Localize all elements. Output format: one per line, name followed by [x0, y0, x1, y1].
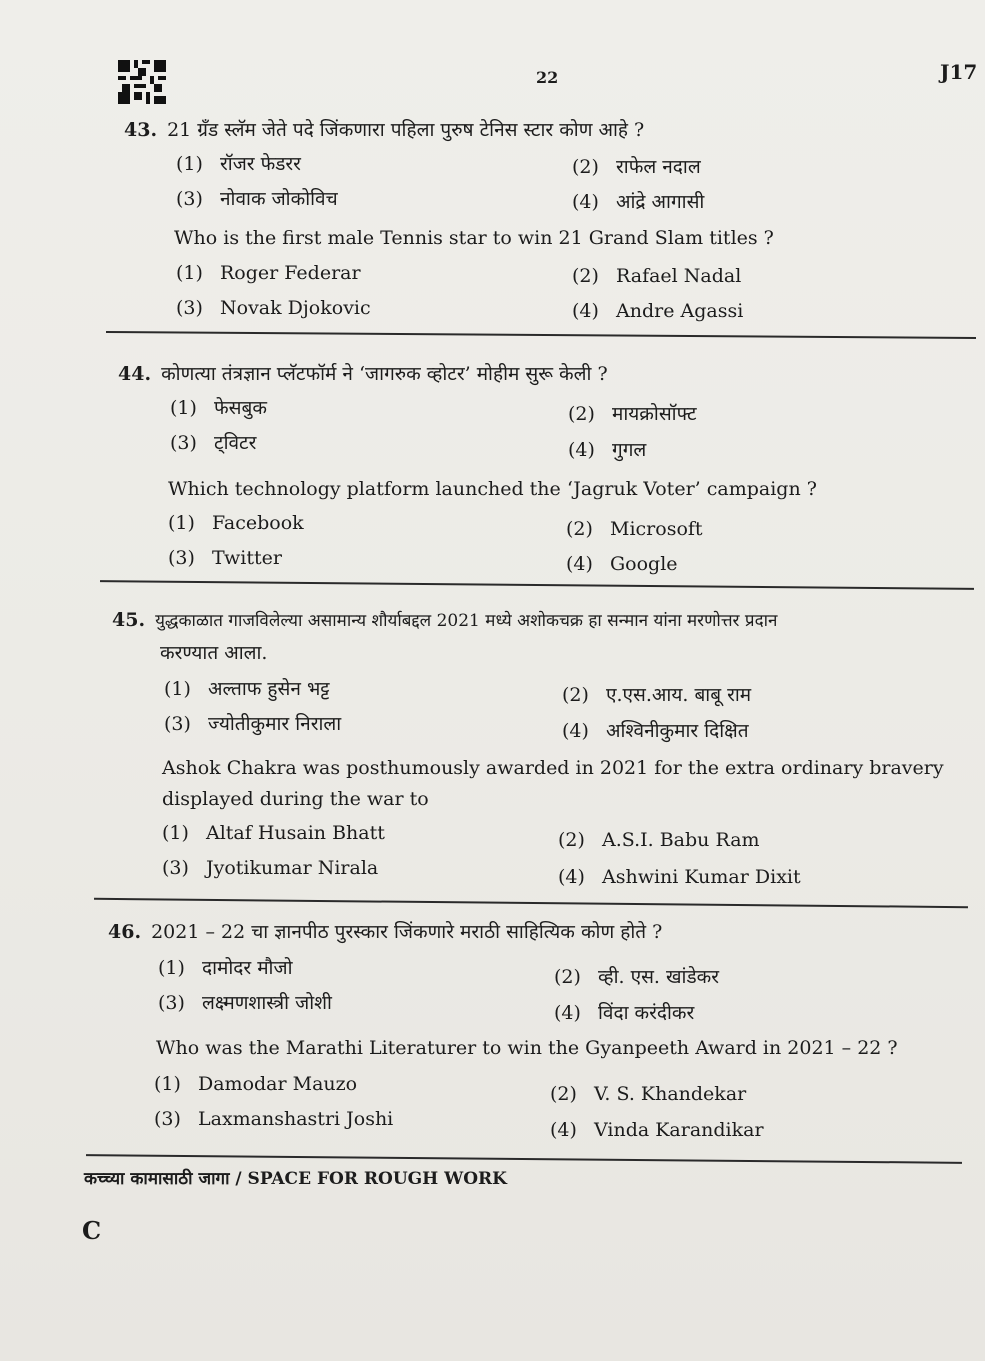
rough-work-label: कच्च्या कामासाठी जागा / SPACE FOR ROUGH WORK — [84, 1169, 507, 1189]
q44-en-option-2: (2) Microsoft — [566, 518, 703, 540]
q44-mr-option-4: (4) गुगल — [568, 439, 647, 461]
q46-mr-option-4: (4) विंदा करंदीकर — [554, 1002, 695, 1024]
q44-en-option-3: (3) Twitter — [168, 547, 282, 569]
q44-mr-option-2: (2) मायक्रोसॉफ्ट — [568, 403, 697, 425]
q46-en-option-4: (4) Vinda Karandikar — [550, 1119, 764, 1141]
divider — [100, 580, 974, 590]
q43-mr-option-3: (3) नोवाक जोकोविच — [176, 188, 338, 210]
q44-en-option-4: (4) Google — [566, 553, 678, 575]
q46-mr-option-1: (1) दामोदर मौजो — [158, 957, 293, 979]
q43-en-option-2: (2) Rafael Nadal — [572, 265, 742, 287]
q45-mr-option-2: (2) ए.एस.आय. बाबू राम — [562, 684, 752, 706]
q46-mr-option-2: (2) व्ही. एस. खांडेकर — [554, 966, 720, 988]
q46-en-option-3: (3) Laxmanshastri Joshi — [154, 1108, 394, 1130]
q43-en-option-3: (3) Novak Djokovic — [176, 297, 371, 319]
question-46-marathi: 46. 2021 – 22 चा ज्ञानपीठ पुरस्कार जिंकणारे मराठी साहित्यिक कोण होते ? — [108, 921, 663, 943]
qr-code-icon — [118, 60, 166, 104]
q46-en-option-1: (1) Damodar Mauzo — [154, 1073, 358, 1095]
question-46-english: Who was the Marathi Literaturer to win the Gyanpeeth Award in 2021 – 22 ? — [156, 1037, 898, 1059]
q43-mr-option-2: (2) राफेल नदाल — [572, 156, 701, 178]
question-45-english-line1: Ashok Chakra was posthumously awarded in 2021 for the extra ordinary bravery — [162, 757, 944, 779]
question-43-english: Who is the first male Tennis star to win 21 Grand Slam titles ? — [174, 227, 774, 249]
q45-en-option-3: (3) Jyotikumar Nirala — [162, 857, 379, 879]
divider — [86, 1154, 962, 1164]
question-43-marathi: 43. 21 ग्रँड स्लॅम जेते पदे जिंकणारा पहिला पुरुष टेनिस स्टार कोण आहे ? — [124, 119, 645, 141]
question-44-english: Which technology platform launched the ‘Jagruk Voter’ campaign ? — [168, 478, 817, 500]
q44-en-option-1: (1) Facebook — [168, 512, 304, 534]
q46-en-option-2: (2) V. S. Khandekar — [550, 1083, 747, 1105]
question-44-marathi: 44. कोणत्या तंत्रज्ञान प्लॅटफॉर्म ने ‘जागरुक व्होटर’ मोहीम सुरू केली ? — [118, 363, 608, 385]
divider — [94, 898, 968, 908]
q43-mr-option-1: (1) रॉजर फेडरर — [176, 153, 301, 175]
q45-mr-option-1: (1) अल्ताफ हुसेन भट्ट — [164, 678, 330, 700]
question-45-marathi-line1: 45. युद्धकाळात गाजविलेल्या असामान्य शौर्याबद्दल 2021 मध्ये अशोकचक्र हा सन्मान यांना मरणोत्तर प्रदान — [112, 609, 778, 631]
q45-en-option-1: (1) Altaf Husain Bhatt — [162, 822, 385, 844]
question-number: 46. — [108, 921, 142, 943]
q44-mr-option-3: (3) ट्विटर — [170, 432, 257, 454]
q45-mr-option-4: (4) अश्विनीकुमार दिक्षित — [562, 720, 749, 742]
q45-mr-option-3: (3) ज्योतीकुमार निराला — [164, 713, 342, 735]
set-code: C — [82, 1216, 102, 1245]
question-45-english-line2: displayed during the war to — [162, 788, 429, 810]
question-number: 44. — [118, 363, 152, 385]
q43-en-option-4: (4) Andre Agassi — [572, 300, 744, 322]
q44-mr-option-1: (1) फेसबुक — [170, 397, 267, 419]
q45-en-option-4: (4) Ashwini Kumar Dixit — [558, 866, 801, 888]
page-number: 22 — [536, 68, 559, 87]
paper-code: J17 — [940, 60, 978, 84]
q45-en-option-2: (2) A.S.I. Babu Ram — [558, 829, 760, 851]
question-45-marathi-line2: करण्यात आला. — [160, 642, 268, 664]
question-number: 45. — [112, 609, 146, 631]
q43-mr-option-4: (4) आंद्रे आगासी — [572, 191, 705, 213]
q43-en-option-1: (1) Roger Federar — [176, 262, 361, 284]
divider — [106, 331, 976, 339]
question-number: 43. — [124, 119, 158, 141]
q46-mr-option-3: (3) लक्ष्मणशास्त्री जोशी — [158, 992, 332, 1014]
